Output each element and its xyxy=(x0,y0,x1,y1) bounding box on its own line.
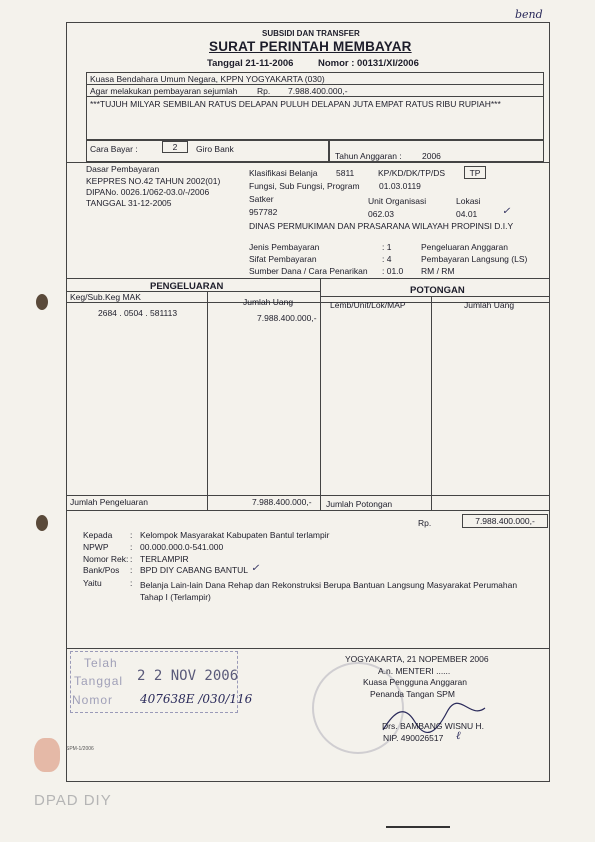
corner-handwritten-note: bend xyxy=(515,8,543,21)
dasar-line: DIPANo. 0026.1/062-03.0/-/2006 xyxy=(86,187,210,197)
cara-bayar-label: Cara Bayar : xyxy=(90,144,138,154)
terbilang: ***TUJUH MILYAR SEMBILAN RATUS DELAPAN PULUH DELAPAN JUTA EMPAT RATUS RIBU RUPIAH*** xyxy=(90,99,501,109)
pengeluaran-header: PENGELUARAN xyxy=(150,281,224,292)
tanggal: Tanggal 21-11-2006 xyxy=(207,58,294,69)
check-mark-icon: ℓ xyxy=(456,729,461,742)
total-label: Jumlah Pengeluaran xyxy=(70,497,148,507)
col-lemb-header: Lemb/Unit/Lok/MAP xyxy=(330,300,406,310)
colon: : xyxy=(130,554,133,564)
signature-role2: Penanda Tangan SPM xyxy=(370,689,455,699)
satker-label: Satker xyxy=(249,194,274,204)
form-code: SPM-1/2006 xyxy=(66,746,94,752)
col-keg-header: Keg/Sub.Keg MAK xyxy=(70,292,141,302)
signature-an: A.n. MENTERI ...... xyxy=(378,666,451,676)
nomor: Nomor : 00131/XI/2006 xyxy=(318,58,419,69)
agar-currency: Rp. xyxy=(257,86,271,96)
col-jumlah-header: Jumlah Uang xyxy=(243,297,294,307)
kuasa-line: Kuasa Bendahara Umum Negara, KPPN YOGYAKARTA (030) xyxy=(90,74,325,84)
lokasi-value: 04.01 xyxy=(456,209,478,219)
jenis-label: Jenis Pembayaran xyxy=(249,242,320,252)
page-title: SURAT PERINTAH MEMBAYAR xyxy=(209,39,412,54)
dasar-line: TANGGAL 31-12-2005 xyxy=(86,198,172,208)
rp-label: Rp. xyxy=(418,518,432,528)
subtitle: SUBSIDI DAN TRANSFER xyxy=(262,29,360,38)
cara-bayar-code: 2 xyxy=(162,141,188,153)
signature-role1: Kuasa Pengguna Anggaran xyxy=(363,677,467,687)
norek-value: TERLAMPIR xyxy=(140,554,189,564)
satker-value: 957782 xyxy=(249,207,278,217)
unit-label: Unit Organisasi xyxy=(368,196,427,206)
bank-value: BPD DIY CABANG BANTUL xyxy=(140,565,249,575)
kepada-value: Kelompok Masyarakat Kabupaten Bantul terlampir xyxy=(140,530,330,540)
norek-label: Nomor Rek: xyxy=(83,554,129,564)
sifat-code: : 4 xyxy=(382,254,392,264)
bottom-rule xyxy=(386,826,450,828)
sifat-value: Pembayaran Langsung (LS) xyxy=(421,254,528,264)
klasifikasi-label: Klasifikasi Belanja xyxy=(249,168,318,178)
signature-name: Drs. BAMBANG WISNU H. xyxy=(382,721,485,731)
kp-codes: KP/KD/DK/TP/DS xyxy=(378,168,446,178)
stamp-tanggal-label: Tanggal xyxy=(74,674,124,688)
fungsi-label: Fungsi, Sub Fungsi, Program xyxy=(249,181,360,191)
yaitu-label: Yaitu xyxy=(83,578,102,588)
npwp-label: NPWP xyxy=(83,542,109,552)
colon: : xyxy=(130,542,133,552)
fungsi-value: 01.03.0119 xyxy=(379,181,421,191)
jenis-value: Pengeluaran Anggaran xyxy=(421,242,508,252)
check-mark-icon: ✓ xyxy=(251,563,260,574)
stamp-line1: Telah xyxy=(84,656,118,670)
signature-place-date: YOGYAKARTA, 21 NOPEMBER 2006 xyxy=(345,654,489,664)
tp-box: TP xyxy=(464,166,486,179)
yaitu-line: Tahap I (Terlampir) xyxy=(140,592,211,602)
stamp-nomor-value: 407638E /030/116 xyxy=(140,692,253,706)
total-amount: 7.988.400.000,- xyxy=(252,497,312,507)
stamp-nomor-label: Nomor xyxy=(72,693,114,707)
jenis-code: : 1 xyxy=(382,242,392,252)
check-mark-icon: ✓ xyxy=(502,206,511,217)
lokasi-label: Lokasi xyxy=(456,196,481,206)
punch-hole xyxy=(36,515,48,531)
colon: : xyxy=(130,530,133,540)
col-jumlah2-header: Jumlah Uang xyxy=(464,300,515,310)
agar-label: Agar melakukan pembayaran sejumlah xyxy=(90,86,238,96)
tahun-anggaran-value: 2006 xyxy=(422,151,441,161)
table-row-code: 2684 . 0504 . 581113 xyxy=(98,308,178,318)
agar-amount: 7.988.400.000,- xyxy=(288,86,348,96)
colon: : xyxy=(130,578,133,588)
sumber-code: : 01.0 xyxy=(382,266,404,276)
tahun-anggaran-label: Tahun Anggaran : xyxy=(335,151,402,161)
kepada-label: Kepada xyxy=(83,530,113,540)
sumber-label: Sumber Dana / Cara Penarikan xyxy=(249,266,368,276)
potongan-header: POTONGAN xyxy=(410,285,465,296)
watermark: DPAD DIY xyxy=(34,792,112,809)
cara-bayar-text: Giro Bank xyxy=(196,144,234,154)
potongan-total-label: Jumlah Potongan xyxy=(326,499,393,509)
punch-hole xyxy=(36,294,48,310)
signature-nip: NIP. 490026517 xyxy=(383,733,444,743)
sifat-label: Sifat Pembayaran xyxy=(249,254,317,264)
bank-label: Bank/Pos xyxy=(83,565,120,575)
sumber-value: RM / RM xyxy=(421,266,455,276)
dinas: DINAS PERMUKIMAN DAN PRASARANA WILAYAH PROPINSI D.I.Y xyxy=(249,221,514,231)
yaitu-line: Belanja Lain-lain Dana Rehap dan Rekonstruksi Berupa Bantuan Langsung Masyarakat Perumahan xyxy=(140,580,518,590)
stamp-date: 2 2 NOV 2006 xyxy=(137,668,239,684)
dasar-line: KEPPRES NO.42 TAHUN 2002(01) xyxy=(86,176,221,186)
library-stamp-icon xyxy=(34,738,60,772)
klasifikasi-value: 5811 xyxy=(336,168,355,178)
table-row-amount: 7.988.400.000,- xyxy=(257,313,317,323)
colon: : xyxy=(130,565,133,575)
unit-value: 062.03 xyxy=(368,209,394,219)
npwp-value: 00.000.000.0-541.000 xyxy=(140,542,224,552)
dasar-label: Dasar Pembayaran xyxy=(86,164,160,174)
rp-amount: 7.988.400.000,- xyxy=(462,514,548,528)
